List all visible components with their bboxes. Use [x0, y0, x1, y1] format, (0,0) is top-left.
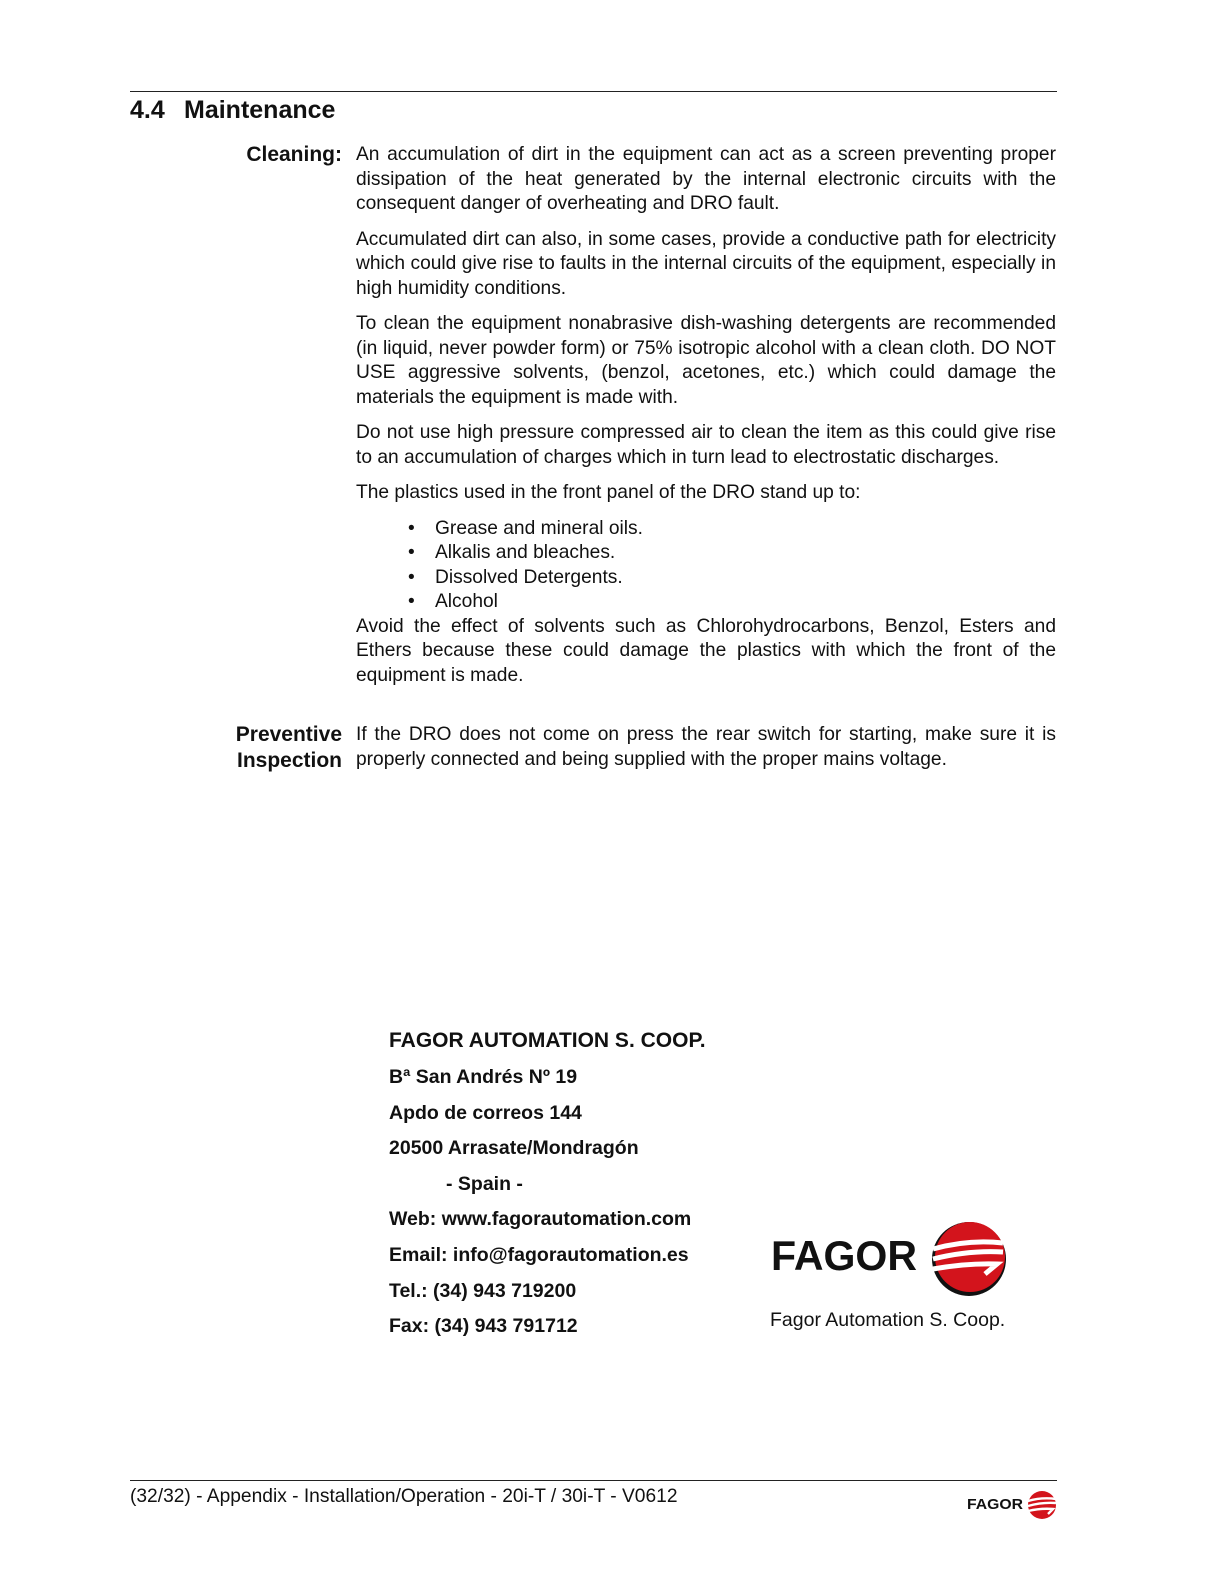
- cleaning-paragraph: The plastics used in the front panel of the DRO stand up to:: [356, 482, 861, 503]
- footer-fagor-logo: [965, 1489, 1059, 1521]
- cleaning-paragraph: Do not use high pressure compressed air to clean the item as this could give rise to an accumulation of charges which in turn lead to electrostatic discharges.: [356, 422, 1056, 468]
- section-number: 4.4: [130, 96, 165, 124]
- company-address: [389, 1027, 706, 1348]
- section-title: [130, 95, 335, 125]
- address-fax: Fax: (34) 943 791712: [389, 1315, 578, 1338]
- cleaning-closing: Avoid the effect of solvents such as Chlorohydrocarbons, Benzol, Esters and Ethers because these could damage the plastics with which the front of the equipment is made.: [356, 615, 1056, 686]
- address-country: - Spain -: [446, 1172, 523, 1195]
- fagor-logo: [771, 1219, 1011, 1299]
- cleaning-label: Cleaning:: [246, 143, 342, 166]
- address-street: Bª San Andrés Nº 19: [389, 1066, 578, 1088]
- list-item: • Alcohol: [408, 590, 1056, 615]
- address-web: Web: www.fagorautomation.com: [389, 1208, 692, 1231]
- footer-text: (32/32) - Appendix - Installation/Operation - 20i-T / 30i-T - V0612: [130, 1486, 678, 1507]
- footer-rule: [130, 1480, 1057, 1481]
- cleaning-paragraph: To clean the equipment nonabrasive dish-washing detergents are recommended (in liquid, never powder form) or 75% isotropic alcohol with a clean cloth. DO NOT USE aggressive solvents, (benzol, acetones, etc.) which could damage the materials the equipment is made with.: [356, 313, 1056, 408]
- cleaning-paragraph: Accumulated dirt can also, in some cases, provide a conductive path for electricity which could give rise to faults in the internal circuits of the equipment, especially in high humidity conditions.: [356, 228, 1056, 299]
- footer-wordmark: FAGOR: [967, 1496, 1024, 1513]
- address-tel: Tel.: (34) 943 719200: [389, 1279, 577, 1302]
- list-item: • Alkalis and bleaches.: [408, 541, 1056, 566]
- inspection-label-line: Inspection: [236, 749, 342, 772]
- resistance-list: [356, 517, 1056, 615]
- list-item: • Dissolved Detergents.: [408, 566, 1056, 591]
- address-email: Email: info@fagorautomation.es: [389, 1243, 689, 1266]
- inspection-label: [236, 722, 342, 774]
- inspection-body: [356, 723, 1056, 783]
- section-title-text: Maintenance: [184, 96, 336, 124]
- fagor-emblem-icon: [932, 1222, 1006, 1296]
- header-rule: [130, 91, 1057, 92]
- address-city: 20500 Arrasate/Mondragón: [389, 1137, 639, 1160]
- list-item: • Grease and mineral oils.: [408, 517, 1056, 542]
- logo-caption: Fagor Automation S. Coop.: [770, 1309, 1006, 1331]
- inspection-label-line: Preventive: [235, 723, 342, 746]
- address-po-box: Apdo de correos 144: [389, 1101, 582, 1124]
- inspection-text: If the DRO does not come on press the rear switch for starting, make sure it is properly connected and being supplied with the proper mains voltage.: [356, 724, 1056, 770]
- company-name: FAGOR AUTOMATION S. COOP.: [389, 1029, 706, 1052]
- cleaning-body: [356, 143, 1056, 699]
- fagor-wordmark: FAGOR: [771, 1232, 917, 1279]
- footer-emblem-icon: [1028, 1491, 1056, 1519]
- cleaning-paragraph: An accumulation of dirt in the equipment can act as a screen preventing proper dissipation of the heat generated by the internal electronic circuits with the consequent danger of overheating and DRO fault.: [356, 144, 1056, 214]
